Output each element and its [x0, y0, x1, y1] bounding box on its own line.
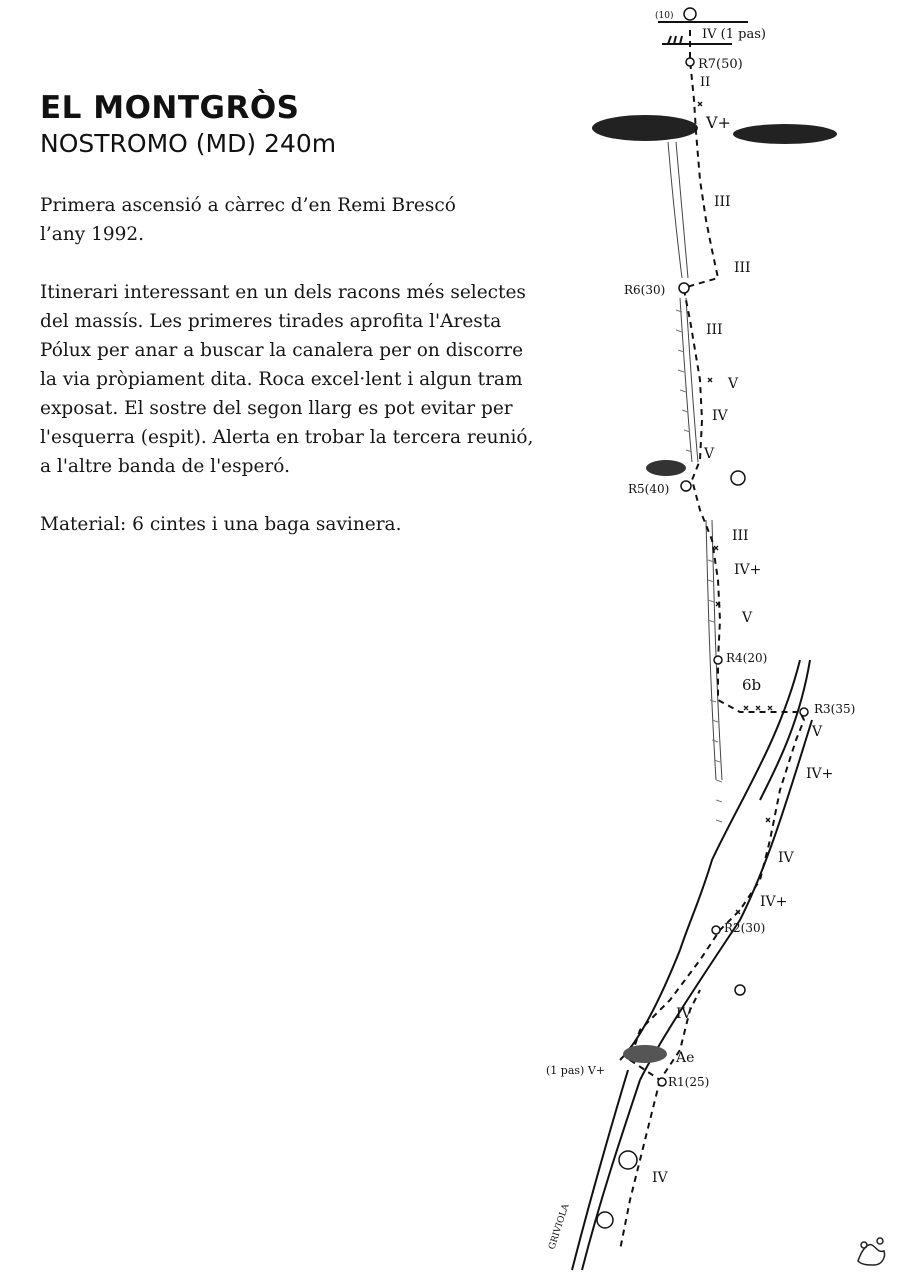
- intro-line: l’any 1992.: [40, 224, 145, 245]
- grade-label: III: [706, 322, 723, 338]
- material-paragraph: [40, 510, 580, 539]
- intro-paragraph: [40, 191, 580, 249]
- belay-label-r6: R6(30): [624, 283, 666, 297]
- grade-label: Ae: [676, 1050, 695, 1066]
- description-paragraph: [40, 278, 580, 481]
- description-line: l'esquerra (espit). Alerta en trobar la tercera reunió,: [40, 427, 534, 448]
- bush-icons: [597, 471, 745, 1228]
- grade-label: V: [742, 610, 753, 626]
- boulder-feature: [623, 1045, 667, 1063]
- summit-icon: [684, 8, 696, 20]
- belay-label-r1: R1(25): [668, 1075, 710, 1089]
- grade-label: V: [812, 724, 823, 740]
- grade-label: IV+: [734, 562, 762, 578]
- boulder-feature: [646, 460, 686, 476]
- grade-label: IV: [712, 408, 728, 424]
- route-subtitle: NOSTROMO (MD) 240m: [40, 129, 337, 158]
- grade-label: V+: [706, 113, 731, 132]
- belay-label-r4: R4(20): [726, 651, 768, 665]
- grade-label: 6b: [742, 676, 762, 694]
- grade-label: III: [714, 194, 731, 210]
- belay-label-top: (10): [655, 11, 674, 21]
- material-line: Material: 6 cintes i una baga savinera.: [40, 514, 402, 535]
- grade-label: V: [728, 376, 739, 392]
- belay-label-r3: R3(35): [814, 702, 856, 716]
- header: [40, 88, 560, 160]
- grade-label: V: [704, 446, 715, 462]
- description-line: la via pròpiament dita. Roca excel·lent i algun tram: [40, 369, 523, 390]
- description-line: del massís. Les primeres tirades aprofita l'Aresta: [40, 311, 502, 332]
- page-title: EL MONTGRÒS: [40, 90, 300, 126]
- route-topo-sketch: [520, 0, 900, 1277]
- belay-label-r5: R5(40): [628, 482, 670, 496]
- grade-label: IV+: [806, 766, 834, 782]
- description-line: exposat. El sostre del segon llarg es pot evitar per: [40, 398, 513, 419]
- grade-label: IV: [652, 1170, 668, 1186]
- description-line: Pólux per anar a buscar la canalera per on discorre: [40, 340, 524, 361]
- rock-hatching: [676, 310, 722, 822]
- grade-label: IV+: [760, 894, 788, 910]
- grade-label: III: [732, 528, 749, 544]
- author-logo-icon: [852, 1231, 892, 1271]
- bolt-marks: [698, 102, 772, 914]
- intro-line: Primera ascensió a càrrec d’en Remi Brescó: [40, 195, 456, 216]
- grade-label: II: [700, 75, 711, 90]
- belay-label-r2: R2(30): [724, 921, 766, 935]
- belay-label-r7: R7(50): [698, 57, 743, 72]
- grade-label: IV (1 pas): [702, 27, 766, 42]
- approach-label: GRIVIOLA: [547, 1202, 572, 1251]
- description-line: a l'altre banda de l'esperó.: [40, 456, 290, 477]
- grade-label: IV: [778, 850, 794, 866]
- grade-label: III: [734, 260, 751, 276]
- ridge-outline: [572, 660, 812, 1270]
- description-line: Itinerari interessant en un dels racons més selectes: [40, 282, 526, 303]
- route-description: [40, 191, 580, 568]
- grade-label: (1 pas) V+: [546, 1064, 605, 1077]
- grade-label: IV: [676, 1006, 692, 1022]
